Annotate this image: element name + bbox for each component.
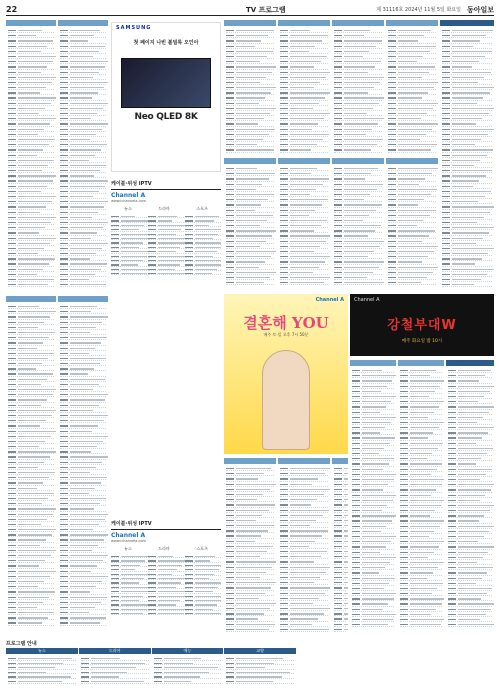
footer-guide <box>6 640 296 685</box>
listing-column <box>332 458 348 634</box>
tv-image <box>121 58 211 108</box>
schedule-line <box>226 147 274 152</box>
military-channel: Channel A <box>354 297 380 303</box>
schedule-line <box>8 620 54 625</box>
listing-column-header <box>224 20 276 27</box>
listing-column <box>278 458 330 634</box>
page-number: 22 <box>6 5 18 14</box>
military-title: 강철부대W <box>387 318 457 333</box>
channel-ad-title: 케이블·위성 IPTV <box>111 178 221 190</box>
category-sports: 스포츠 <box>196 206 208 211</box>
category-drama: 드라마 <box>158 206 170 211</box>
channel-a-logo: Channel A <box>111 192 146 199</box>
schedule-line <box>60 620 106 625</box>
drama-ad <box>224 294 348 454</box>
schedule-line <box>154 679 222 684</box>
channel-a-ad-bottom <box>111 518 221 630</box>
schedule-line <box>280 627 328 632</box>
channel-a-ad-top <box>111 178 221 294</box>
drama-title: 결혼해 YOU <box>243 314 329 332</box>
samsung-headline: 첫 페이지 나빈 볼빌록 오인아 <box>133 40 199 46</box>
listing-column-header <box>224 458 276 465</box>
listing-column <box>58 296 108 632</box>
footer-note <box>300 675 494 685</box>
listing-column <box>446 360 494 634</box>
listing-column-header <box>446 360 494 367</box>
schedule-line <box>334 280 382 285</box>
schedule-line <box>111 271 147 275</box>
listing-column <box>350 360 396 634</box>
listing-column <box>386 158 438 290</box>
listing-column <box>58 20 108 290</box>
schedule-line <box>352 622 394 627</box>
footer-col-news: 뉴스 <box>6 648 78 654</box>
section-title: TV 프로그램 <box>246 5 286 14</box>
category-drama: 드라마 <box>158 546 170 551</box>
listing-column-header <box>58 20 108 27</box>
drama-channel: Channel A <box>315 297 344 303</box>
channel-schedule <box>111 214 221 275</box>
issue-info: 제 31116호 2024년 11월 5일 화요일 <box>376 7 461 13</box>
listing-column <box>224 20 276 155</box>
schedule-line <box>226 627 274 632</box>
listing-column-header <box>224 158 276 165</box>
schedule-line <box>111 611 147 615</box>
military-schedule: 매주 화요일 밤 10시 <box>401 339 443 344</box>
listing-column <box>224 158 276 290</box>
listing-column <box>332 20 384 155</box>
listing-column <box>440 20 494 290</box>
category-news: 뉴스 <box>124 206 132 211</box>
channel-a-logo: Channel A <box>111 532 146 539</box>
schedule-line <box>60 282 106 287</box>
drama-schedule: 매주 토·일 오후 7시 50분 <box>263 332 309 337</box>
listing-column <box>332 158 384 290</box>
schedule-line <box>334 627 346 632</box>
samsung-ad <box>111 22 221 172</box>
actor-photo <box>262 350 310 450</box>
listing-column-header <box>278 20 330 27</box>
schedule-line <box>185 611 221 615</box>
schedule-line <box>442 282 492 287</box>
listing-column-header <box>350 360 396 367</box>
listing-column-header <box>386 158 438 165</box>
schedule-line <box>388 147 436 152</box>
channel-url: www.ichannela.com <box>111 199 146 203</box>
listing-column <box>6 20 56 290</box>
listing-column-header <box>398 360 444 367</box>
listing-column <box>278 158 330 290</box>
schedule-line <box>280 147 328 152</box>
schedule-line <box>448 622 492 627</box>
listing-column-header <box>332 158 384 165</box>
newspaper-name: 동아일보 <box>466 4 494 14</box>
schedule-line <box>8 282 54 287</box>
footer-col-variety: 예능 <box>152 648 224 654</box>
schedule-line <box>81 679 149 684</box>
schedule-line <box>148 611 184 615</box>
schedule-line <box>226 679 294 684</box>
channel-url: www.ichannela.com <box>111 539 146 543</box>
listing-column-header <box>332 458 348 465</box>
schedule-line <box>400 622 442 627</box>
schedule-line <box>226 280 274 285</box>
schedule-line <box>280 280 328 285</box>
channel-ad-title: 케이블·위성 IPTV <box>111 518 221 530</box>
schedule-line <box>185 271 221 275</box>
schedule-line <box>334 147 382 152</box>
schedule-line <box>8 679 76 684</box>
listing-column-header <box>278 158 330 165</box>
channel-schedule <box>111 554 221 615</box>
listing-column-header <box>6 296 56 303</box>
listing-column-header <box>386 20 438 27</box>
listing-column-header <box>6 20 56 27</box>
listing-column-header <box>278 458 330 465</box>
listing-column <box>278 20 330 155</box>
listing-column <box>224 458 276 634</box>
footer-guide-title: 프로그램 안내 <box>6 641 37 647</box>
page-header <box>6 4 494 16</box>
military-show-ad <box>350 294 494 356</box>
footer-col-culture: 교양 <box>224 648 296 654</box>
listing-column-header <box>440 20 494 27</box>
listing-column-header <box>332 20 384 27</box>
samsung-logo: SAMSUNG <box>116 25 152 31</box>
category-news: 뉴스 <box>124 546 132 551</box>
footer-col-drama: 드라마 <box>79 648 151 654</box>
category-sports: 스포츠 <box>196 546 208 551</box>
schedule-line <box>388 280 436 285</box>
listing-column-header <box>58 296 108 303</box>
samsung-model: Neo QLED 8K <box>134 112 198 122</box>
listing-column <box>6 296 56 632</box>
schedule-line <box>148 271 184 275</box>
listing-column <box>398 360 444 634</box>
listing-column <box>386 20 438 155</box>
